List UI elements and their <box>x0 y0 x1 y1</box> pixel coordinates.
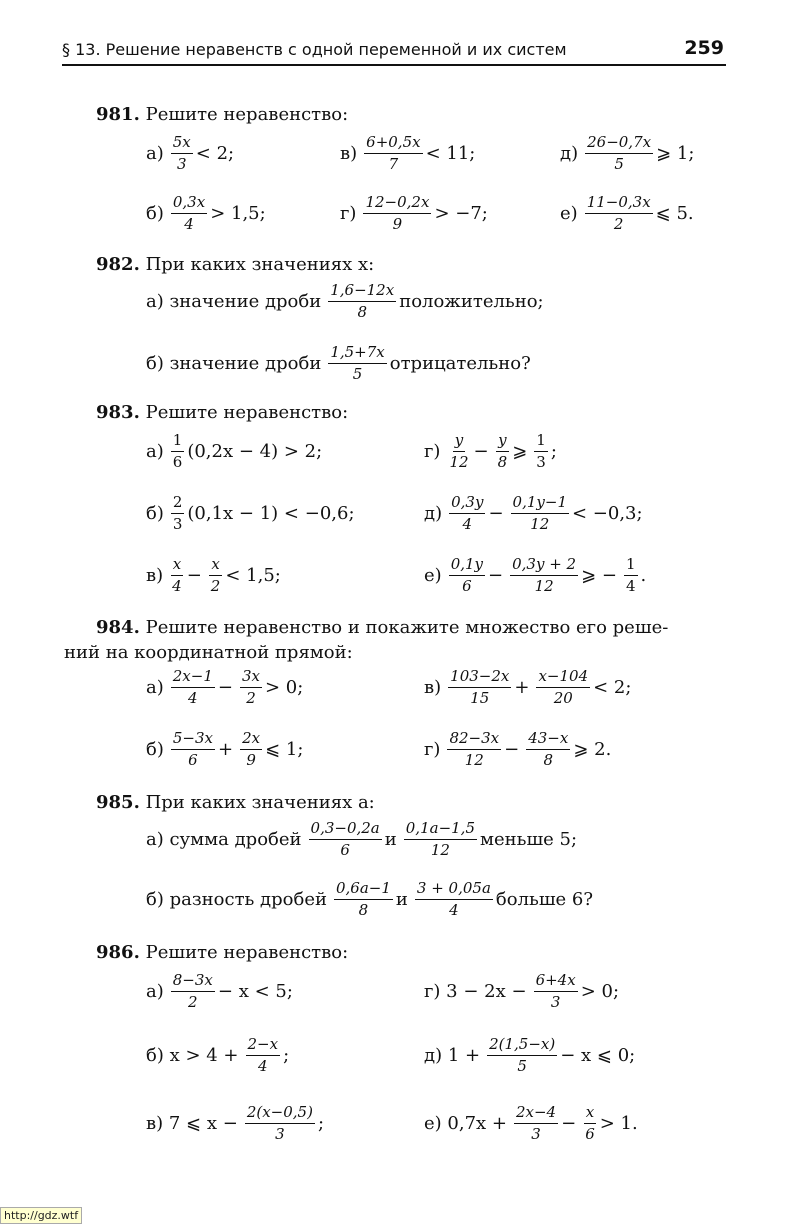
math-text: а) сумма дробей <box>146 829 302 850</box>
math-text: б) значение дроби <box>146 353 322 374</box>
math-text: − <box>186 565 202 586</box>
math-text: 2−x <box>246 1036 281 1056</box>
math-text: 0,3−0,2a <box>309 820 382 840</box>
fraction <box>534 972 578 1011</box>
math-text: 0,1y <box>449 556 485 576</box>
math-text: 26−0,7x <box>585 134 653 154</box>
math-text: в) <box>340 143 358 164</box>
math-text: д) <box>424 503 443 524</box>
math-text: ⩾ 1; <box>656 143 695 164</box>
problem-983-b <box>146 494 359 533</box>
math-text: 12 <box>449 453 469 471</box>
math-text: г) <box>340 203 357 224</box>
math-text: 4 <box>258 1057 268 1075</box>
math-text: − x ⩽ 0; <box>560 1045 636 1066</box>
fraction <box>328 282 396 321</box>
problem-985-heading <box>96 792 375 814</box>
fraction <box>585 194 653 233</box>
math-text: 9 <box>246 751 256 769</box>
math-text: 3 <box>275 1125 285 1143</box>
math-text: 3 + 0,05a <box>415 880 493 900</box>
math-text: 6+0,5x <box>364 134 422 154</box>
math-text: 2 <box>613 215 624 233</box>
math-text: − <box>473 441 489 462</box>
math-text: 43−x <box>526 730 570 750</box>
math-text: 1 <box>171 432 185 452</box>
math-text: меньше 5; <box>480 829 578 850</box>
fraction <box>171 194 207 233</box>
problem-985-b <box>146 880 597 919</box>
math-text: > −7; <box>434 203 488 224</box>
math-text: < 11; <box>425 143 476 164</box>
math-text: е) 0,7x + <box>424 1113 507 1134</box>
problem-981-heading <box>96 104 348 126</box>
math-text: < −0,3; <box>572 503 643 524</box>
math-text: 4 <box>626 577 636 595</box>
problem-981-b <box>146 194 270 233</box>
math-text: y <box>453 432 465 452</box>
problem-984-b <box>146 730 307 769</box>
math-text: 4 <box>462 515 473 533</box>
math-text: 12 <box>430 841 450 859</box>
math-text: 981. <box>96 104 140 125</box>
math-text: > 1,5; <box>210 203 266 224</box>
math-text: а) <box>146 677 164 698</box>
fraction <box>363 194 431 233</box>
problem-982-heading <box>96 254 374 276</box>
math-text: 4 <box>184 215 194 233</box>
math-text: 5 <box>352 365 363 383</box>
math-text: больше 6? <box>495 889 594 910</box>
math-text: б) x > 4 + <box>146 1045 239 1066</box>
math-text: а) <box>146 441 164 462</box>
math-text: 12 <box>530 515 550 533</box>
math-text: 0,1a−1,5 <box>404 820 477 840</box>
math-text: 2(1,5−x) <box>487 1036 557 1056</box>
math-text: 5 <box>517 1057 527 1075</box>
math-text: 6 <box>462 577 472 595</box>
fraction <box>449 556 485 595</box>
math-text: 9 <box>392 215 403 233</box>
math-text: 11−0,3x <box>585 194 653 214</box>
problem-984-heading <box>96 617 668 639</box>
problem-981-d <box>560 134 698 173</box>
math-text: 15 <box>470 689 490 707</box>
math-text: ⩾ − <box>581 565 617 586</box>
fraction <box>171 432 185 471</box>
fraction <box>415 880 493 919</box>
problem-983-heading <box>96 402 348 424</box>
problem-986-heading <box>96 942 348 964</box>
math-text: б) разность дробей <box>146 889 327 910</box>
math-text: 0,1y−1 <box>511 494 569 514</box>
problem-981-e <box>560 194 698 233</box>
problem-984-v <box>424 668 635 707</box>
math-text: 7 <box>388 155 399 173</box>
math-text: 8 <box>357 303 367 321</box>
math-text: 4 <box>188 689 198 707</box>
fraction <box>364 134 422 173</box>
math-text: 2 <box>188 993 198 1011</box>
math-text: е) <box>560 203 578 224</box>
fraction <box>171 494 185 533</box>
math-text: − <box>504 739 520 760</box>
math-text: ⩽ 5. <box>655 203 694 224</box>
math-text: 986. <box>96 942 140 963</box>
math-text: 6 <box>172 453 183 471</box>
fraction <box>328 344 386 383</box>
fraction <box>448 668 511 707</box>
math-text: и <box>384 829 397 850</box>
problem-984-heading-cont <box>64 642 353 664</box>
fraction <box>170 556 184 595</box>
fraction <box>209 556 223 595</box>
fraction <box>404 820 477 859</box>
math-text: ⩽ 1; <box>265 739 304 760</box>
math-text: ⩾ 2. <box>573 739 612 760</box>
math-text: − <box>488 565 504 586</box>
math-text: y <box>496 432 508 452</box>
math-text: 20 <box>553 689 573 707</box>
math-text: 2 <box>246 689 256 707</box>
problem-983-v <box>146 556 285 595</box>
math-text: 6 <box>340 841 350 859</box>
math-text: 8 <box>497 453 508 471</box>
problem-982-a <box>146 282 548 321</box>
fraction <box>583 1104 597 1143</box>
math-text: а) <box>146 143 164 164</box>
fraction <box>624 556 638 595</box>
math-text: е) <box>424 565 442 586</box>
math-text: 4 <box>172 577 182 595</box>
math-text: − <box>217 677 233 698</box>
math-text: < 2; <box>195 143 235 164</box>
math-text: < 2; <box>593 677 632 698</box>
section-title: § 13. Решение неравенств с одной переменной и их систем <box>62 40 567 59</box>
math-text: + <box>514 677 530 698</box>
math-text: При каких значениях a: <box>145 792 375 813</box>
fraction <box>449 494 485 533</box>
problem-986-a <box>146 972 297 1011</box>
math-text: (0,1x − 1) < −0,6; <box>187 503 355 524</box>
math-text: − x < 5; <box>217 981 293 1002</box>
math-text: x <box>584 1104 596 1124</box>
math-text: в) <box>424 677 442 698</box>
fraction <box>514 1104 558 1143</box>
math-text: 0,3y <box>449 494 485 514</box>
problem-983-d <box>424 494 647 533</box>
fraction <box>171 972 215 1011</box>
math-text: положительно; <box>399 291 544 312</box>
math-text: 0,6a−1 <box>334 880 393 900</box>
math-text: 2x <box>240 730 262 750</box>
fraction <box>487 1036 557 1075</box>
math-text: 4 <box>449 901 459 919</box>
problem-982-b <box>146 344 535 383</box>
math-text: г) 3 − 2x − <box>424 981 527 1002</box>
problem-985-a <box>146 820 581 859</box>
math-text: 984. <box>96 617 140 638</box>
math-text: 0,3x <box>171 194 207 214</box>
math-text: 12 <box>534 577 554 595</box>
fraction <box>496 432 510 471</box>
problem-983-g <box>424 432 561 471</box>
problem-984-a <box>146 668 307 707</box>
math-text: 3 <box>172 515 183 533</box>
source-link[interactable]: http://gdz.wtf <box>0 1207 82 1224</box>
math-text: 12 <box>464 751 484 769</box>
math-text: в) 7 ⩽ x − <box>146 1113 238 1134</box>
fraction <box>171 134 193 173</box>
math-text: а) значение дроби <box>146 291 322 312</box>
problem-986-b <box>146 1036 293 1075</box>
math-text: 2 <box>210 577 221 595</box>
math-text: ⩾ <box>512 441 528 462</box>
math-text: б) <box>146 503 164 524</box>
math-text: При каких значениях x: <box>145 254 375 275</box>
fraction <box>526 730 570 769</box>
math-text: 2x−1 <box>171 668 215 688</box>
math-text: > 0; <box>265 677 304 698</box>
math-text: 6+4x <box>534 972 578 992</box>
math-text: д) 1 + <box>424 1045 481 1066</box>
math-text: 3 <box>550 993 561 1011</box>
math-text: 1,6−12x <box>328 282 396 302</box>
math-text: 1,5+7x <box>328 344 386 364</box>
fraction <box>534 432 548 471</box>
math-text: 5 <box>614 155 624 173</box>
math-text: > 1. <box>599 1113 638 1134</box>
math-text: 5−3x <box>171 730 215 750</box>
problem-984-g <box>424 730 615 769</box>
math-text: 82−3x <box>447 730 501 750</box>
math-text: + <box>217 739 234 760</box>
math-text: 3 <box>536 453 546 471</box>
math-text: 3x <box>240 668 262 688</box>
fraction <box>447 432 470 471</box>
math-text: Решите неравенство: <box>145 104 349 125</box>
page-header <box>62 36 726 66</box>
math-text: 2x−4 <box>514 1104 558 1124</box>
math-text: ; <box>283 1045 290 1066</box>
math-text: в) <box>146 565 164 586</box>
problem-986-d <box>424 1036 639 1075</box>
math-text: ; <box>317 1113 325 1134</box>
math-text: 3 <box>177 155 187 173</box>
math-text: а) <box>146 981 164 1002</box>
page-number: 259 <box>684 37 724 59</box>
math-text: − <box>561 1113 577 1134</box>
math-text: 3 <box>531 1125 541 1143</box>
math-text: 6 <box>188 751 198 769</box>
math-text: 5x <box>171 134 193 154</box>
math-text: 103−2x <box>448 668 511 688</box>
math-text: 12−0,2x <box>363 194 431 214</box>
math-text: . <box>640 565 647 586</box>
math-text: д) <box>560 143 579 164</box>
fraction <box>511 494 569 533</box>
fraction <box>309 820 382 859</box>
math-text: б) <box>146 739 164 760</box>
math-text: отрицательно? <box>389 353 531 374</box>
math-text: > 0; <box>580 981 620 1002</box>
fraction <box>246 1036 281 1075</box>
math-text: б) <box>146 203 164 224</box>
fraction <box>334 880 393 919</box>
math-text: < 1,5; <box>225 565 281 586</box>
math-text: Решите неравенство и покажите множество его реше- <box>145 617 669 638</box>
math-text: Решите неравенство: <box>145 942 349 963</box>
problem-986-v <box>146 1104 328 1143</box>
math-text: г) <box>424 739 441 760</box>
problem-983-e <box>424 556 650 595</box>
math-text: 2(x−0,5) <box>245 1104 315 1124</box>
fraction <box>585 134 653 173</box>
math-text: (0,2x − 4) > 2; <box>187 441 323 462</box>
fraction <box>510 556 578 595</box>
fraction <box>171 668 215 707</box>
math-text: 2 <box>171 494 185 514</box>
fraction <box>245 1104 315 1143</box>
math-text: 983. <box>96 402 140 423</box>
math-text: 985. <box>96 792 140 813</box>
math-text: 8 <box>543 751 554 769</box>
fraction <box>240 668 262 707</box>
math-text: г) <box>424 441 441 462</box>
math-text: Решите неравенство: <box>145 402 349 423</box>
math-text: ний на координатной прямой: <box>64 642 353 663</box>
math-text: x <box>171 556 183 576</box>
problem-981-v <box>340 134 479 173</box>
problem-986-e <box>424 1104 642 1143</box>
fraction <box>171 730 215 769</box>
problem-981-g <box>340 194 492 233</box>
math-text: 0,3y + 2 <box>510 556 578 576</box>
math-text: 8−3x <box>171 972 215 992</box>
problem-986-g <box>424 972 623 1011</box>
fraction <box>240 730 262 769</box>
math-text: x−104 <box>536 668 590 688</box>
math-text: и <box>395 889 408 910</box>
fraction <box>536 668 590 707</box>
math-text: 6 <box>585 1125 595 1143</box>
math-text: ; <box>550 441 557 462</box>
math-text: 1 <box>534 432 548 452</box>
fraction <box>447 730 501 769</box>
problem-983-a <box>146 432 326 471</box>
math-text: − <box>488 503 504 524</box>
problem-981-a <box>146 134 238 173</box>
math-text: 982. <box>96 254 140 275</box>
math-text: x <box>209 556 221 576</box>
math-text: 8 <box>358 901 369 919</box>
math-text: 1 <box>624 556 638 576</box>
